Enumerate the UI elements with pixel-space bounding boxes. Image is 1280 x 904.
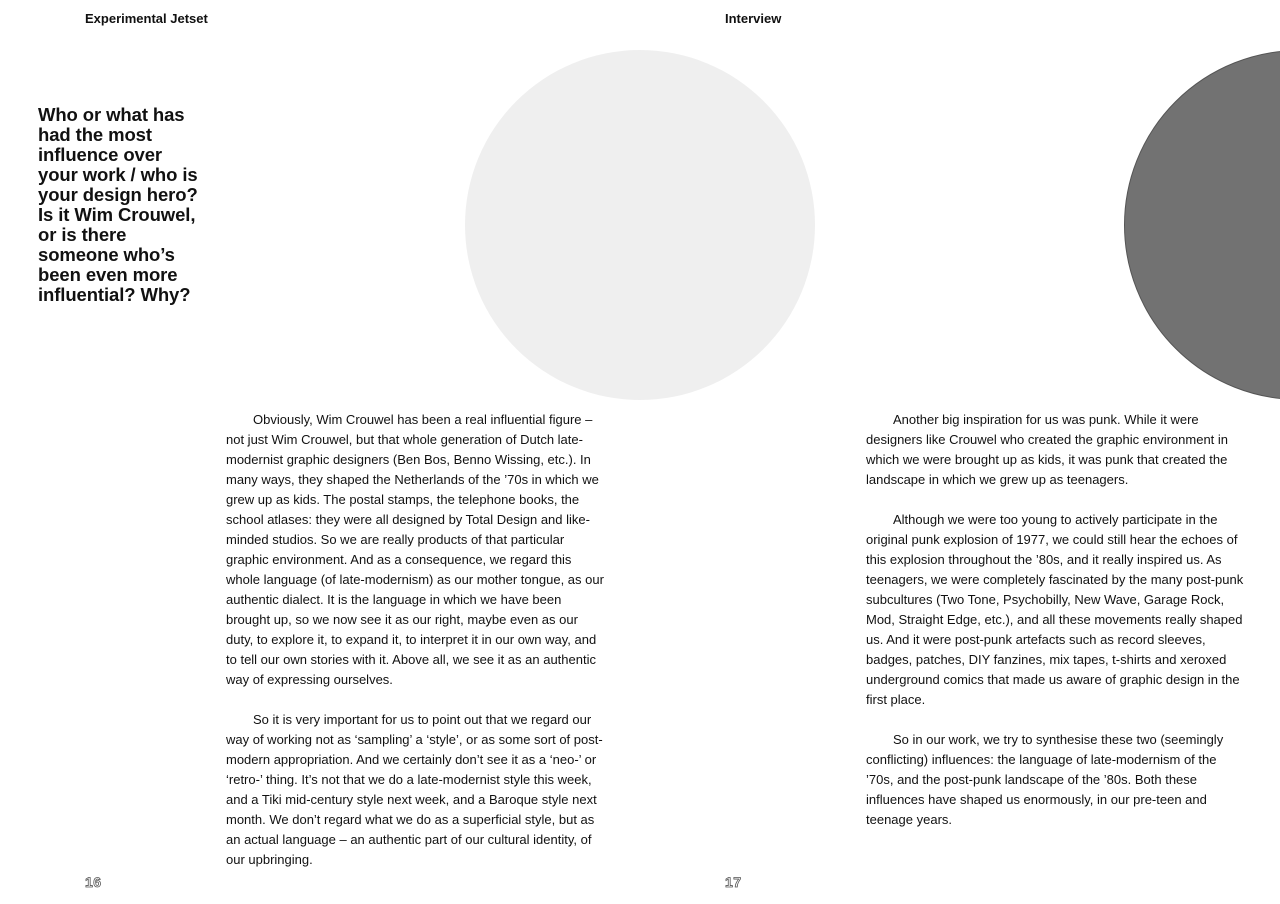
page-number-right: 17: [725, 874, 742, 890]
light-gray-circle: [465, 50, 815, 400]
running-head-right: Interview: [725, 11, 782, 26]
right-text-column: [866, 410, 1246, 850]
left-text-column: [226, 410, 606, 890]
dark-gray-circle: [1124, 50, 1280, 400]
interview-question: Who or what has had the most influence over your work / who is your design hero? Is it Wim Crouwel, or is there someone who’s been even more influential? Why?: [38, 104, 198, 305]
paragraph: Although we were too young to actively participate in the original punk explosion of 1977, we could still hear the echoes of this explosion throughout the ’80s, and it really inspired us. As teenagers, we were completely fascinated by the many post-punk subcultures (Two Tone, Psychobilly, New Wave, Garage Rock, Mod, Straight Edge, etc.), and all these movements really shaped us. And it were post-punk artefacts such as record sleeves, badges, patches, DIY fanzines, mix tapes, t-shirts and xeroxed underground comics that made us aware of graphic design in the first place.: [866, 512, 1244, 707]
running-head-left: Experimental Jetset: [85, 11, 208, 26]
paragraph: Obviously, Wim Crouwel has been a real influential figure – not just Wim Crouwel, but that whole generation of Dutch late-modernist graphic designers (Ben Bos, Benno Wissing, etc.). In many ways, they shaped the Netherlands of the ’70s in which we grew up as kids. The postal stamps, the telephone books, the school atlases: they were all designed by Total Design and like-minded studios. So we are really products of that particular graphic environment. And as a consequence, we regard this whole language (of late-modernism) as our mother tongue, as our authentic dialect. It is the language in which we have been brought up, so we now see it as our right, maybe even as our duty, to explore it, to expand it, to interpret it in our own way, and to tell our own stories with it. Above all, we see it as an authentic way of expressing ourselves.: [226, 412, 604, 687]
paragraph: Another big inspiration for us was punk. While it were designers like Crouwel who created the graphic environment in which we were brought up as kids, it was punk that created the landscape in which we grew up as teenagers.: [866, 412, 1229, 487]
paragraph: So it is very important for us to point out that we regard our way of working not as ‘sampling’ a ‘style’, or as some sort of post-modern appropriation. And we certainly don’t see it as a ‘neo-’ or ‘retro-’ thing. It’s not that we do a late-modernist style this week, and a Tiki mid-century style next week, and a Baroque style next month. We don’t regard what we do as a superficial style, but as an actual language – an authentic part of our cultural identity, of our upbringing.: [226, 712, 603, 867]
paragraph: So in our work, we try to synthesise these two (seemingly conflicting) influences: the language of late-modernism of the ’70s, and the post-punk landscape of the ’80s. Both these influences have shaped us enormously, in our pre-teen and teenage years.: [866, 732, 1224, 827]
page-number-left: 16: [85, 874, 102, 890]
